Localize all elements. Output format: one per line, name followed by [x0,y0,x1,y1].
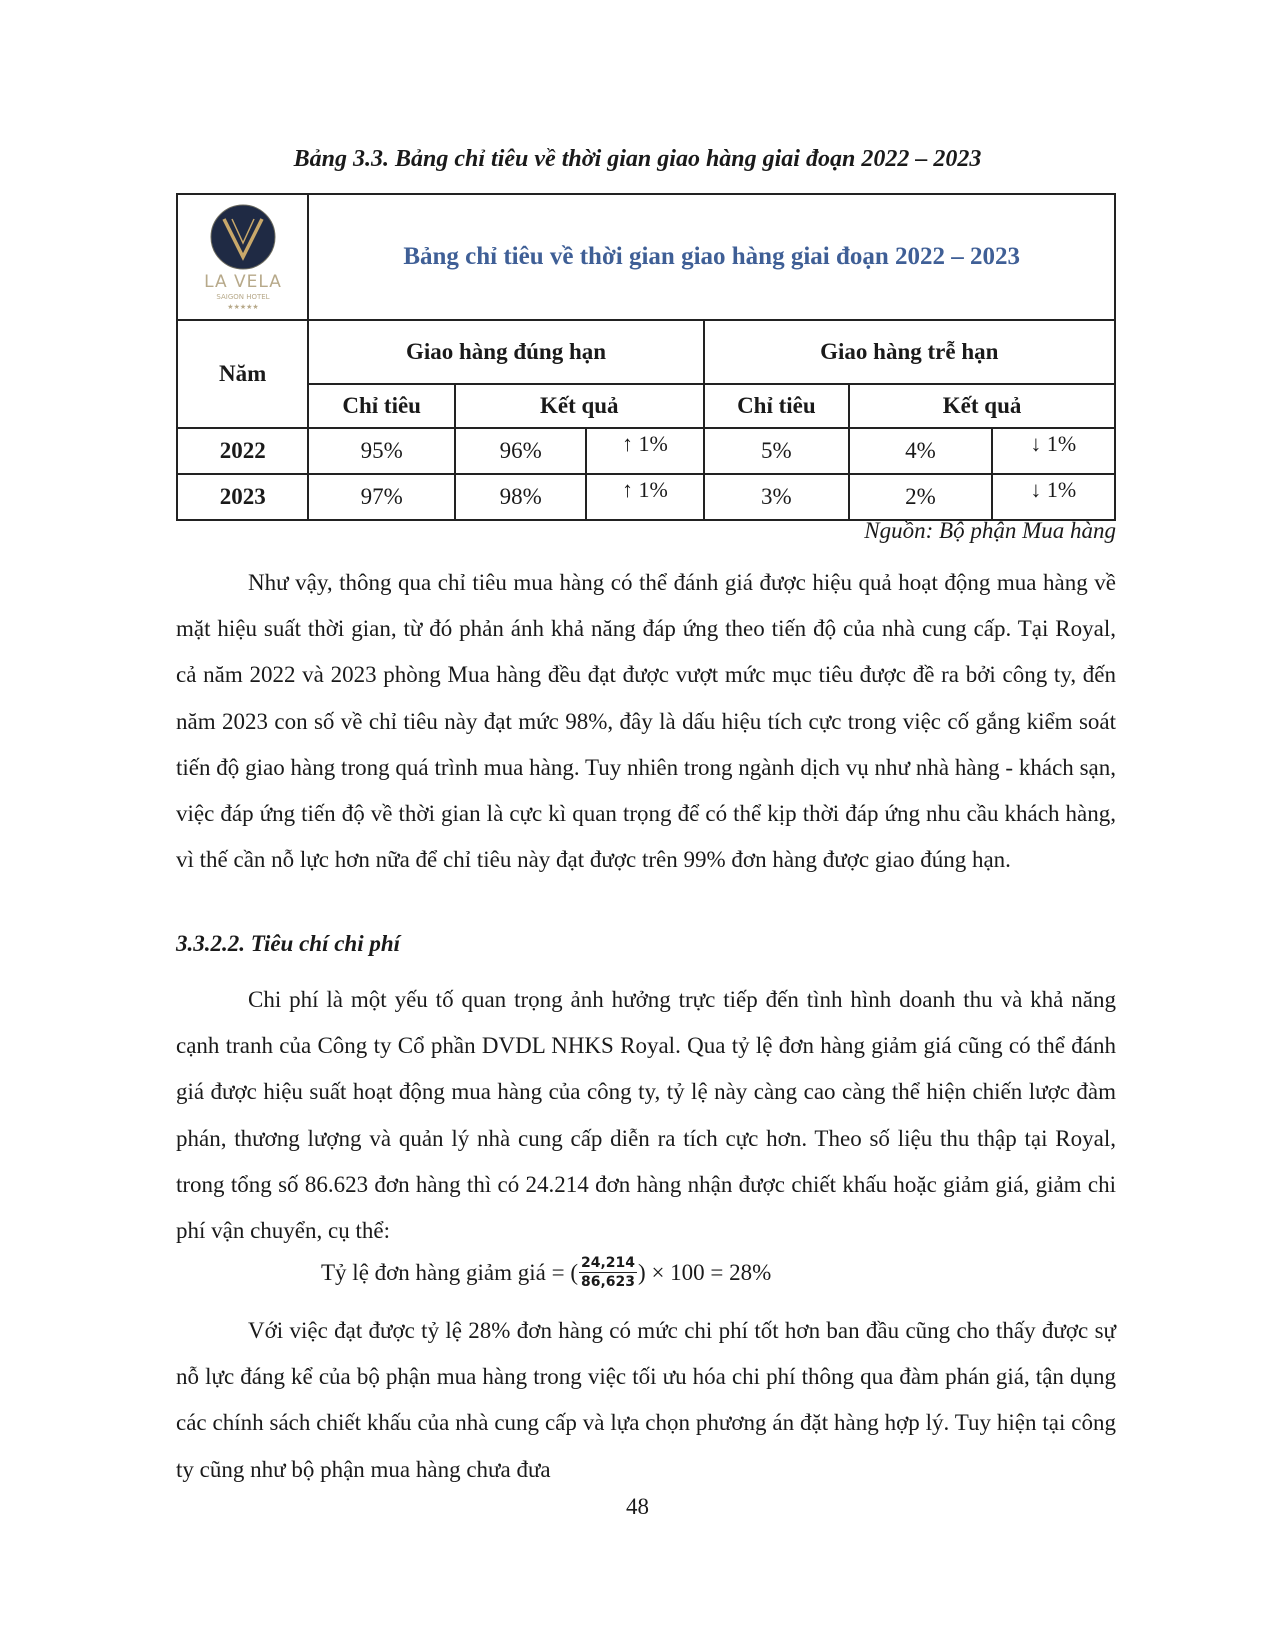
delivery-kpi-table [176,193,1116,521]
on-time-result-cell: 96% [455,428,586,474]
table-caption: Bảng 3.3. Bảng chỉ tiêu về thời gian giao hàng giai đoạn 2022 – 2023 [293,146,982,172]
paragraph-2: Chi phí là một yếu tố quan trọng ảnh hưởng trực tiếp đến tình hình doanh thu và khả năng cạnh tranh của Công ty Cổ phần DVDL NHKS Royal. Qua tỷ lệ đơn hàng giảm giá cũng có thể đánh giá được hiệu suất hoạt động mua hàng của công ty, tỷ lệ này càng cao càng thể hiện chiến lược đàm phán, thương lượng và quản lý nhà cung cấp diễn ra tích cực hơn. Theo số liệu thu thập tại Royal, trong tổng số 86.623 đơn hàng thì có 24.214 đơn hàng nhận được chiết khấu hoặc giảm giá, giảm chi phí vận chuyển, cụ thể: [176,987,1116,1244]
on-time-target-cell: 95% [308,428,455,474]
formula-fraction [579,1255,637,1290]
year-cell: 2023 [177,474,308,520]
table-source: Nguồn: Bộ phận Mua hàng [864,518,1116,543]
late-change-cell: ↓ 1% [992,474,1115,520]
formula-numerator: 24,214 [581,1255,636,1271]
on-time-change-cell: ↑ 1% [586,474,703,520]
on-time-header: Giao hàng đúng hạn [308,320,703,384]
hotel-logo [177,194,308,320]
paragraph-1: Như vậy, thông qua chỉ tiêu mua hàng có thể đánh giá được hiệu quả hoạt động mua hàng về mặt hiệu suất thời gian, từ đó phản ánh khả năng đáp ứng theo tiến độ của nhà cung cấp. Tại Royal, cả năm 2022 và 2023 phòng Mua hàng đều đạt được vượt mức mục tiêu được đề ra bởi công ty, đến năm 2023 con số về chỉ tiêu này đạt mức 98%, đây là dấu hiệu tích cực trong việc cố gắng kiểm soát tiến độ giao hàng trong quá trình mua hàng. Tuy nhiên trong ngành dịch vụ như nhà hàng - khách sạn, việc đáp ứng tiến độ về thời gian là cực kì quan trọng để có thể kịp thời đáp ứng nhu cầu khách hàng, vì thế cần nỗ lực hơn nữa để chỉ tiêu này đạt được trên 99% đơn hàng được giao đúng hạn. [176,570,1116,873]
table-title: Bảng chỉ tiêu về thời gian giao hàng giai đoạn 2022 – 2023 [308,194,1115,320]
late-target-cell: 3% [704,474,850,520]
on-time-change-cell: ↑ 1% [586,428,703,474]
table-row [177,428,1115,474]
on-time-target-header: Chỉ tiêu [308,384,455,428]
la-vela-logo-icon [188,201,298,313]
paragraph-3: Với việc đạt được tỷ lệ 28% đơn hàng có mức chi phí tốt hơn ban đầu cũng cho thấy được sự nỗ lực đáng kể của bộ phận mua hàng trong việc tối ưu hóa chi phí thông qua đàm phán giá, tận dụng các chính sách chiết khấu của nhà cung cấp và lựa chọn phương án đặt hàng hợp lý. Tuy hiện tại công ty cũng như bộ phận mua hàng chưa đưa [176,1318,1116,1482]
late-target-cell: 5% [704,428,850,474]
formula-rhs: ) × 100 = 28% [638,1259,772,1285]
on-time-result-header: Kết quả [455,384,704,428]
year-header: Năm [177,320,308,428]
late-change-cell: ↓ 1% [992,428,1115,474]
svg-text:LA VELA: LA VELA [203,272,282,292]
year-cell: 2022 [177,428,308,474]
section-heading: 3.3.2.2. Tiêu chí chi phí [176,931,401,956]
late-header: Giao hàng trễ hạn [704,320,1115,384]
late-result-header: Kết quả [849,384,1115,428]
on-time-target-cell: 97% [308,474,455,520]
formula-denominator: 86,623 [581,1274,636,1290]
late-result-cell: 4% [849,428,992,474]
late-target-header: Chỉ tiêu [704,384,850,428]
svg-text:SAIGON HOTEL: SAIGON HOTEL [216,293,270,301]
discount-rate-formula [321,1255,771,1290]
late-result-cell: 2% [849,474,992,520]
on-time-result-cell: 98% [455,474,586,520]
table-row [177,474,1115,520]
svg-text:★★★★★: ★★★★★ [226,303,259,311]
page-number: 48 [626,1494,649,1519]
formula-lhs: Tỷ lệ đơn hàng giảm giá = ( [321,1259,578,1285]
